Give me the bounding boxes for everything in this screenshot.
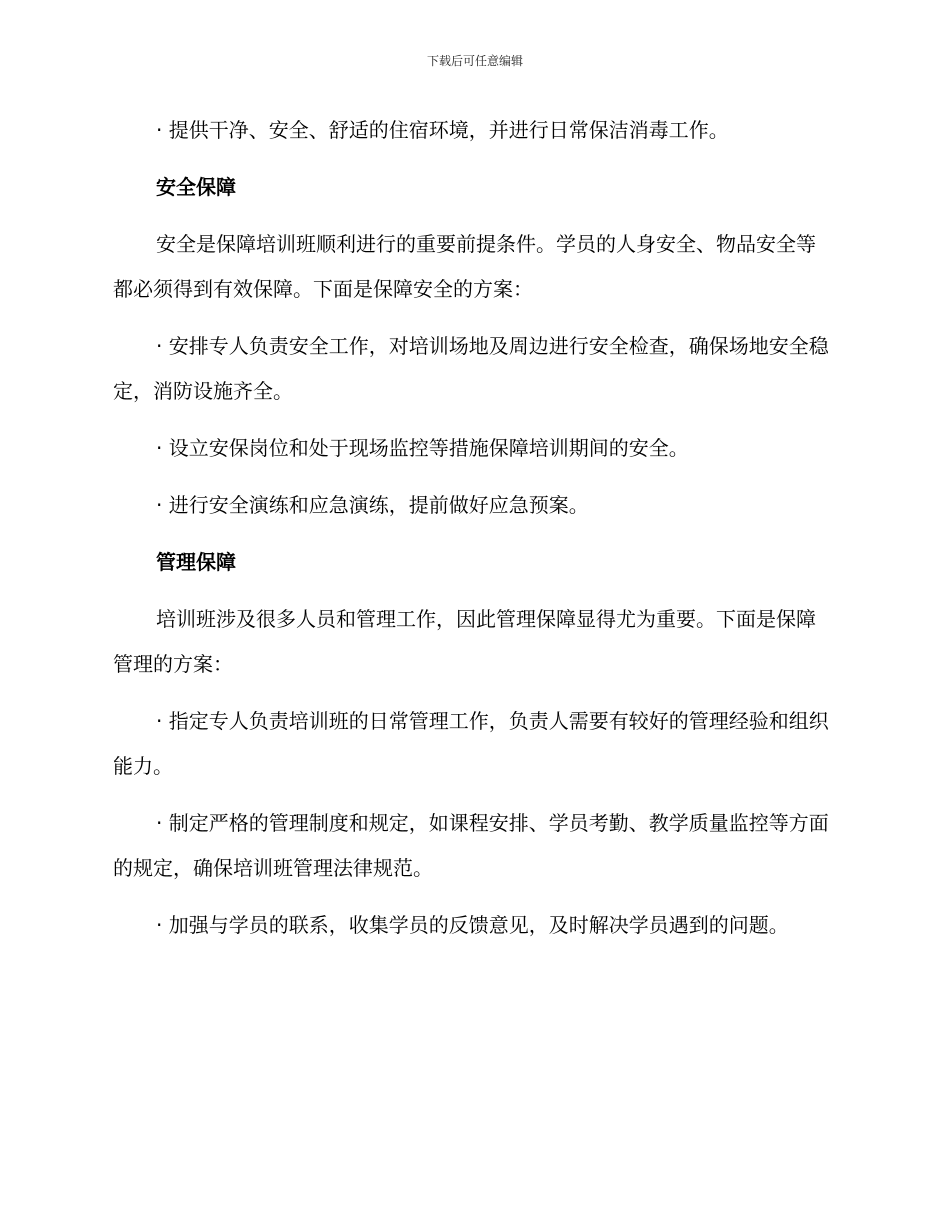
bullet-security-posts: · 设立安保岗位和处于现场监控等措施保障培训期间的安全。 [156,436,689,460]
section-heading-safety: 安全保障 [156,175,236,199]
bullet-management-rules: · 制定严格的管理制度和规定，如课程安排、学员考勤、教学质量监控等方面的规定，确保培训班管理法律规范。 [113,811,829,880]
page-header-note: 下载后可任意编辑 [426,54,523,68]
bullet-accommodation: · 提供干净、安全、舒适的住宿环境，并进行日常保洁消毒工作。 [156,118,729,142]
document-body [113,108,833,960]
safety-intro-paragraph: 安全是保障培训班顺利进行的重要前提条件。学员的人身安全、物品安全等都必须得到有效保障。下面是保障安全的方案： [113,232,816,301]
bullet-drills: · 进行安全演练和应急演练，提前做好应急预案。 [156,493,589,517]
bullet-safety-staff: · 安排专人负责安全工作，对培训场地及周边进行安全检查，确保场地安全稳定，消防设施齐全。 [113,334,829,403]
bullet-management-staff: · 指定专人负责培训班的日常管理工作，负责人需要有较好的管理经验和组织能力。 [113,709,829,778]
section-heading-management: 管理保障 [156,550,236,574]
bullet-student-feedback: · 加强与学员的联系，收集学员的反馈意见，及时解决学员遇到的问题。 [156,913,789,937]
management-intro-paragraph: 培训班涉及很多人员和管理工作，因此管理保障显得尤为重要。下面是保障管理的方案： [113,607,816,676]
